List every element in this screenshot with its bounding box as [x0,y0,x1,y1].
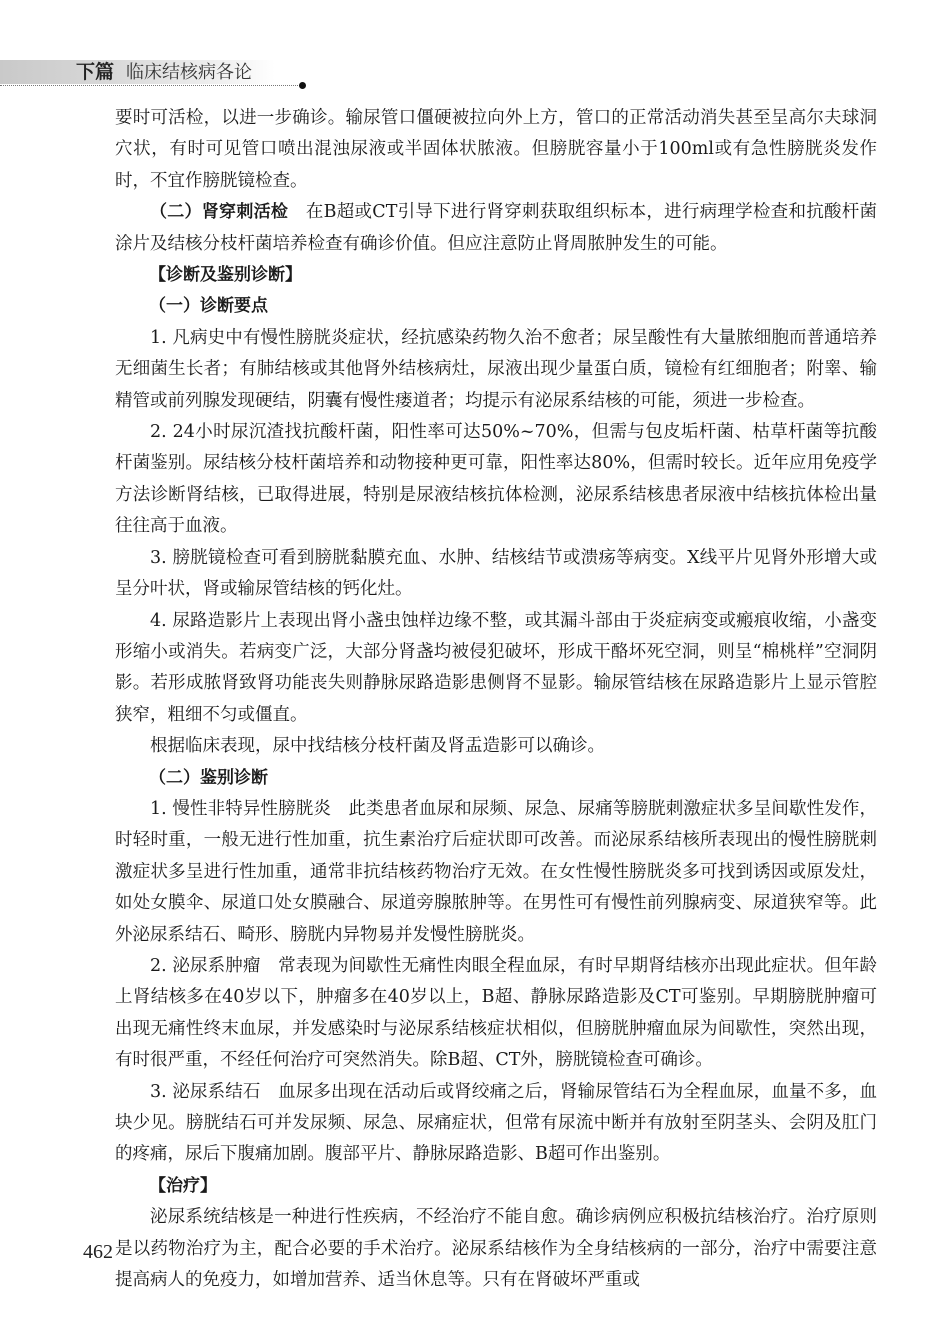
header-dotted-rule [0,85,300,86]
section-heading-diagnosis: 【诊断及鉴别诊断】 [149,265,302,286]
differential-item-2: 2. 泌尿系肿瘤 常表现为间歇性无痛性肉眼全程血尿，有时早期肾结核亦出现此症状。但年龄上肾结核多在40岁以下，肿瘤多在40岁以上，B超、静脉尿路造影及CT可鉴别。早期膀胱肿瘤可出现无痛性终末血尿，并发感染时与泌尿系结核症状相似，但膀胱肿瘤血尿为间歇性，突然出现，有时很严重，不经任何治疗可突然消失。除B超、CT外，膀胱镜检查可确诊。 [115,955,877,1071]
diagnosis-summary: 根据临床表现，尿中找结核分枝杆菌及肾盂造影可以确诊。 [150,736,605,757]
diagnosis-item-3: 3. 膀胱镜检查可看到膀胱黏膜充血、水肿、结核结节或溃疡等病变。X线平片见肾外形增大或呈分叶状，肾或输尿管结核的钙化灶。 [115,547,877,600]
header-bullet-dot [299,82,306,89]
diagnosis-item-4: 4. 尿路造影片上表现出肾小盏虫蚀样边缘不整，或其漏斗部由于炎症病变或瘢痕收缩，小盏变形缩小或消失。若病变广泛，大部分肾盏均被侵犯破坏，形成干酪坏死空洞，则呈“棉桃样”空洞阴影。若形成脓肾致肾功能丧失则静脉尿路造影患侧肾不显影。输尿管结核在尿路造影片上显示管腔狭窄，粗细不匀或僵直。 [115,610,877,725]
page-number: 462 [83,1241,113,1263]
diagnosis-item-1: 1. 凡病史中有慢性膀胱炎症状，经抗感染药物久治不愈者；尿呈酸性有大量脓细胞而普通培养无细菌生长者；有肺结核或其他肾外结核病灶，尿液出现少量蛋白质，镜检有红细胞者；附睾、输精管或前列腺发现硬结，阴囊有慢性瘘道者；均提示有泌尿系结核的可能，须进一步检查。 [115,327,877,411]
paragraph-renal-biopsy [115,197,877,260]
diagnosis-item-2: 2. 24小时尿沉渣找抗酸杆菌，阳性率可达50%~70%，但需与包皮垢杆菌、枯草杆菌等抗酸杆菌鉴别。尿结核分枝杆菌培养和动物接种更可靠，阳性率达80%，但需时较长。近年应用免疫学方法诊断肾结核，已取得进展，特别是尿液结核抗体检测，泌尿系结核患者尿液中结核抗体检出量往往高于血液。 [115,422,877,537]
treatment-paragraph: 泌尿系统结核是一种进行性疾病，不经治疗不能自愈。确诊病例应积极抗结核治疗。治疗原则是以药物治疗为主，配合必要的手术治疗。泌尿系结核作为全身结核病的一部分，治疗中需要注意提高病人的免疫力，如增加营养、适当休息等。只有在肾破坏严重或 [115,1207,877,1291]
subheading-differential-diagnosis: （二）鉴别诊断 [149,767,268,788]
section-heading-treatment: 【治疗】 [149,1175,217,1196]
differential-item-1: 1. 慢性非特异性膀胱炎 此类患者血尿和尿频、尿急、尿痛等膀胱刺激症状多呈间歇性发作，时轻时重，一般无进行性加重，抗生素治疗后症状即可改善。而泌尿系结核所表现出的慢性膀胱刺激症状多呈进行性加重，通常非抗结核药物治疗无效。在女性慢性膀胱炎多可找到诱因或原发灶，如处女膜伞、尿道口处女膜融合、尿道旁腺脓肿等。在男性可有慢性前列腺病变、尿道狭窄等。此外泌尿系结石、畸形、膀胱内异物易并发慢性膀胱炎。 [115,798,877,945]
subheading-renal-biopsy: （二）肾穿刺活检 [150,202,289,223]
renal-biopsy-text: 在B超或CT引导下进行肾穿刺获取组织标本，进行病理学检查和抗酸杆菌涂片及结核分枝杆菌培养检查有确诊价值。但应注意防止肾周脓肿发生的可能。 [115,202,878,254]
page-body [115,103,877,1296]
header-chapter-title: 临床结核病各论 [126,62,252,83]
differential-item-3: 3. 泌尿系结石 血尿多出现在活动后或肾绞痛之后，肾输尿管结石为全程血尿，血量不多，血块少见。膀胱结石可并发尿频、尿急、尿痛症状，但常有尿流中断并有放射至阴茎头、会阴及肛门的疼痛，尿后下腹痛加剧。腹部平片、静脉尿路造影、B超可作出鉴别。 [115,1081,877,1165]
paragraph-continued: 要时可活检，以进一步确诊。输尿管口僵硬被拉向外上方，管口的正常活动消失甚至呈高尔夫球洞穴状，有时可见管口喷出混浊尿液或半固体状脓液。但膀胱容量小于100ml或有急性膀胱炎发作时，不宜作膀胱镜检查。 [115,108,877,191]
subheading-diagnosis-points: （一）诊断要点 [149,296,268,317]
running-header [0,60,330,88]
header-part-label: 下篇 [76,61,115,83]
